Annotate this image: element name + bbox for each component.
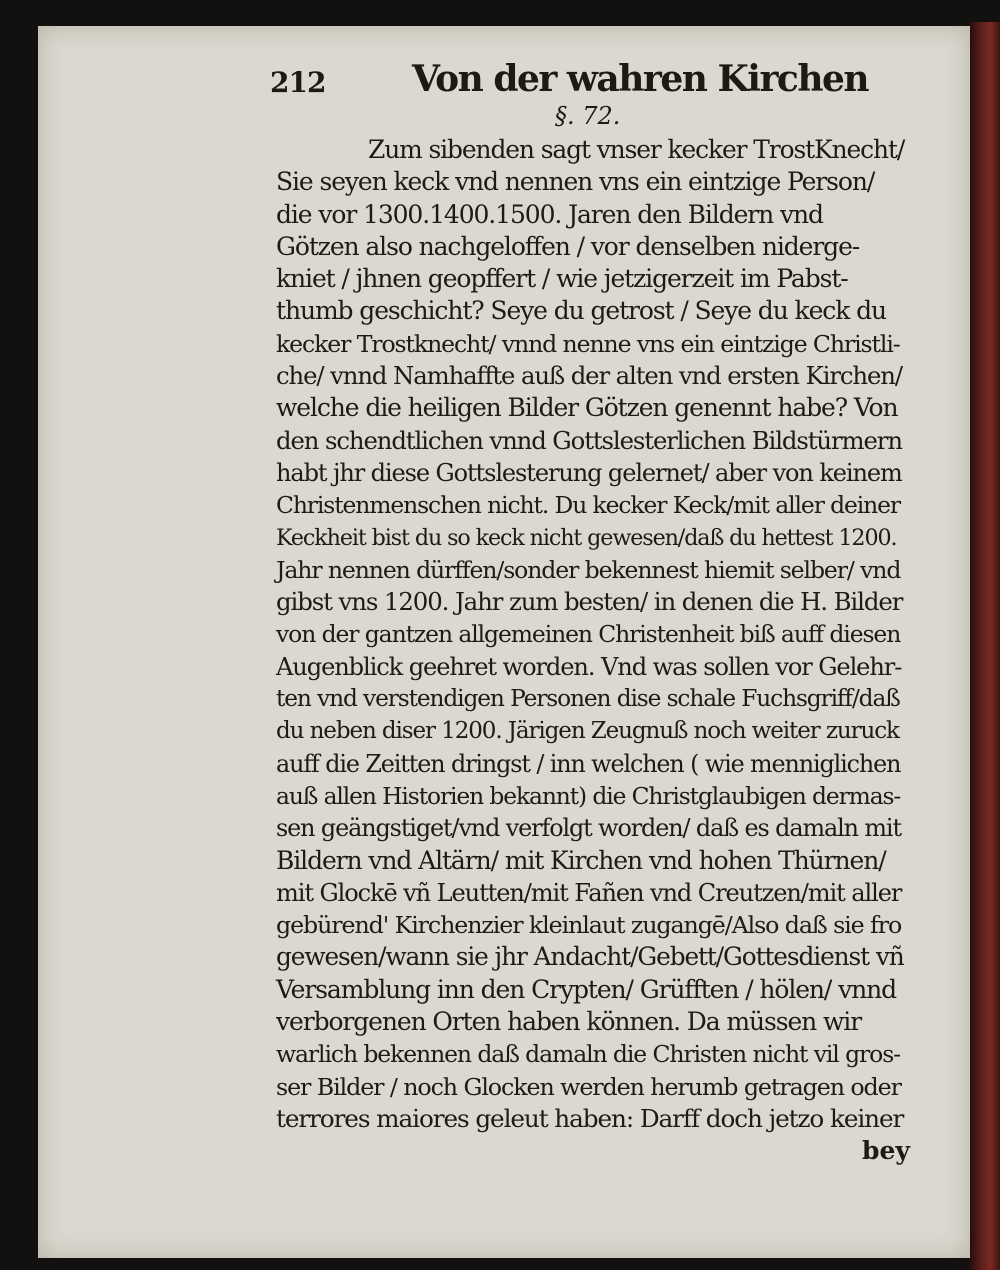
text-line: warlich bekennen daß damaln die Christen nicht vil gros- (276, 1040, 901, 1069)
text-line: gewesen/wann sie jhr Andacht/Gebett/Gottesdienst vñ (276, 942, 904, 972)
text-line: Sie seyen keck vnd nennen vns ein eintzige Person/ (276, 167, 875, 197)
page-header (270, 58, 869, 110)
text-line: gibst vns 1200. Jahr zum besten/ in denen die H. Bilder (276, 587, 903, 617)
text-line: gebürend' Kirchenzier kleinlaut zugangē/Also daß sie fro (276, 911, 902, 940)
text-line: auff die Zeitten dringst / inn welchen ( wie menniglichen (276, 749, 901, 778)
text-line: Augenblick geehret worden. Vnd was sollen vor Gelehr- (276, 652, 902, 681)
text-line: Zum sibenden sagt vnser kecker TrostKnecht/ (368, 135, 905, 164)
text-line: die vor 1300.1400.1500. Jaren den Bildern vnd (276, 199, 823, 229)
body-text (276, 134, 904, 1135)
text-line: ten vnd verstendigen Personen dise schale Fuchsgriff/daß (276, 685, 900, 713)
text-line: sen geängstiget/vnd verfolgt worden/ daß es damaln mit (276, 814, 901, 843)
text-line: che/ vnnd Namhaffte auß der alten vnd ersten Kirchen/ (276, 361, 902, 391)
text-line: Christenmenschen nicht. Du kecker Keck/mit aller deiner (276, 491, 901, 520)
page-number: 212 (270, 66, 326, 99)
text-line: Götzen also nachgeloffen / vor denselben niderge- (276, 231, 860, 261)
text-line: welche die heiligen Bilder Götzen genennt habe? Von (276, 393, 898, 423)
text-line: Bildern vnd Altärn/ mit Kirchen vnd hohen Thürnen/ (276, 845, 886, 875)
text-line: kniet / jhnen geopffert / wie jetzigerzeit im Pabst- (276, 264, 848, 294)
text-line: terrores maiores geleut haben: Darff doch jetzo keiner (276, 1103, 904, 1133)
text-line: Jahr nennen dürffen/sonder bekennest hiemit selber/ vnd (276, 555, 901, 584)
text-line: du neben diser 1200. Järigen Zeugnuß noch weiter zuruck (276, 718, 899, 745)
text-line: Versamblung inn den Crypten/ Grüfften / hölen/ vnnd (276, 974, 897, 1004)
text-line: Keckheit bist du so keck nicht gewesen/daß du hettest 1200. (276, 524, 897, 551)
book-edge (968, 22, 1000, 1270)
running-title: Von der wahren Kirchen (412, 58, 869, 100)
catchword: bey (862, 1136, 910, 1165)
text-line: ser Bilder / noch Glocken werden herumb getragen oder (276, 1072, 901, 1101)
text-line: thumb geschicht? Seye du getrost / Seye du keck du (276, 296, 886, 326)
section-number: §. 72. (555, 102, 621, 130)
text-line: habt jhr diese Gottslesterung gelernet/ aber von keinem (276, 458, 902, 487)
text-line: verborgenen Orten haben können. Da müssen wir (276, 1007, 862, 1037)
text-line: auß allen Historien bekannt) die Christglaubigen dermas- (276, 781, 901, 810)
text-line: mit Glockē vñ Leutten/mit Fañen vnd Creutzen/mit aller (276, 878, 902, 907)
text-line: kecker Trostknecht/ vnnd nenne vns ein eintzige Christli- (276, 329, 900, 358)
text-line: den schendtlichen vnnd Gottslesterlichen Bildstürmern (276, 425, 902, 455)
text-line: von der gantzen allgemeinen Christenheit biß auff diesen (276, 620, 901, 649)
